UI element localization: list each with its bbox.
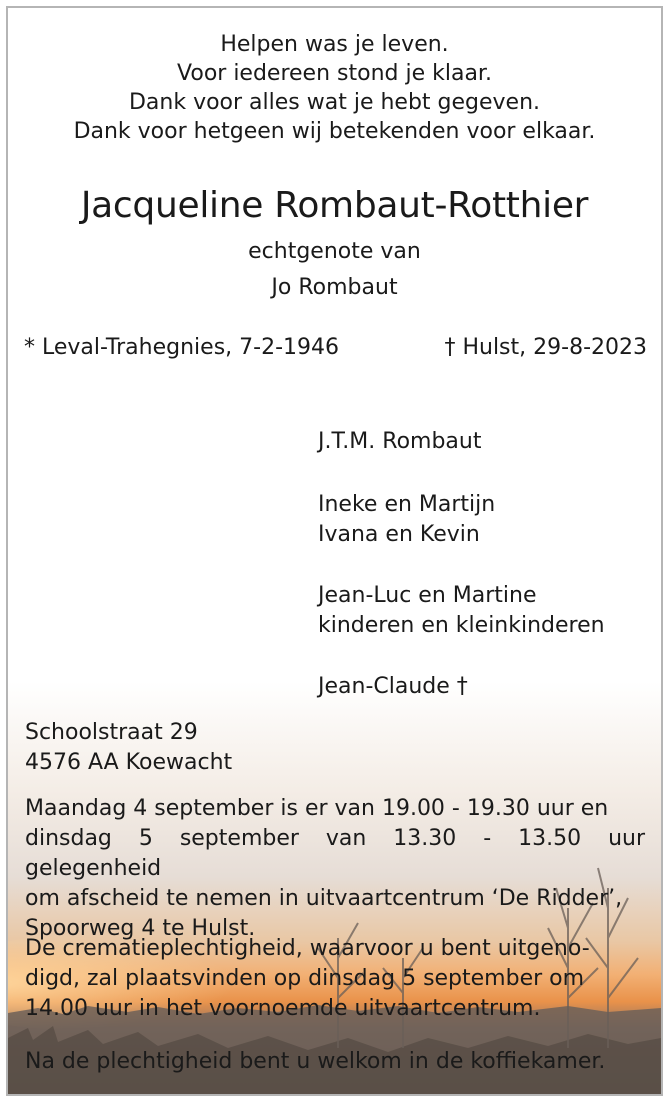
memorial-verse [8,30,661,146]
family-group [318,427,658,457]
ceremony-paragraph [25,934,645,1024]
paragraph-line: Maandag 4 september is er van 19.00 - 19.30 uur en [25,796,609,821]
address-street: Schoolstraat 29 [25,720,198,745]
spouse-name: Jo Rombaut [271,275,398,300]
paragraph-line: om afscheid te nemen in uitvaartcentrum ‘De Ridder’, [25,886,623,911]
family-member: Ineke en Martijn [318,492,496,517]
verse-line: Dank voor hetgeen wij betekenden voor elkaar. [73,119,596,144]
life-dates [24,333,647,362]
paragraph-line: 14.00 uur in het voornoemde uitvaartcentrum. [25,996,541,1021]
family-member: J.T.M. Rombaut [318,429,482,454]
relation-label: echtgenote van [248,239,421,264]
notice-frame [6,6,663,1096]
family-member: Ivana en Kevin [318,522,480,547]
paragraph-line: De crematieplechtigheid, waarvoor u bent uitgeno- [25,936,590,961]
family-group [318,672,658,702]
verse-line: Voor iedereen stond je klaar. [177,61,492,86]
paragraph-line: Spoorweg 4 te Hulst. [25,916,256,941]
family-group [318,490,658,550]
visitation-paragraph [25,794,645,944]
family-member: Jean-Luc en Martine [318,583,537,608]
verse-line: Helpen was je leven. [220,32,449,57]
address-city: 4576 AA Koewacht [25,750,233,775]
family-group [318,581,658,641]
deceased-name: Jacqueline Rombaut-Rotthier [80,185,589,226]
family-member: kinderen en kleinkinderen [318,613,605,638]
family-member: Jean-Claude † [318,674,468,699]
paragraph-line: digd, zal plaatsvinden op dinsdag 5 september om [25,966,585,991]
correspondence-address [25,718,232,778]
birth-date: * Leval-Trahegnies, 7-2-1946 [24,335,340,360]
coffee-paragraph: Na de plechtigheid bent u welkom in de koffiekamer. [25,1049,606,1074]
paragraph-line: dinsdag 5 september van 13.30 - 13.50 uur gelegenheid [25,826,645,881]
death-date: † Hulst, 29-8-2023 [444,335,647,360]
verse-line: Dank voor alles wat je hebt gegeven. [128,90,541,115]
